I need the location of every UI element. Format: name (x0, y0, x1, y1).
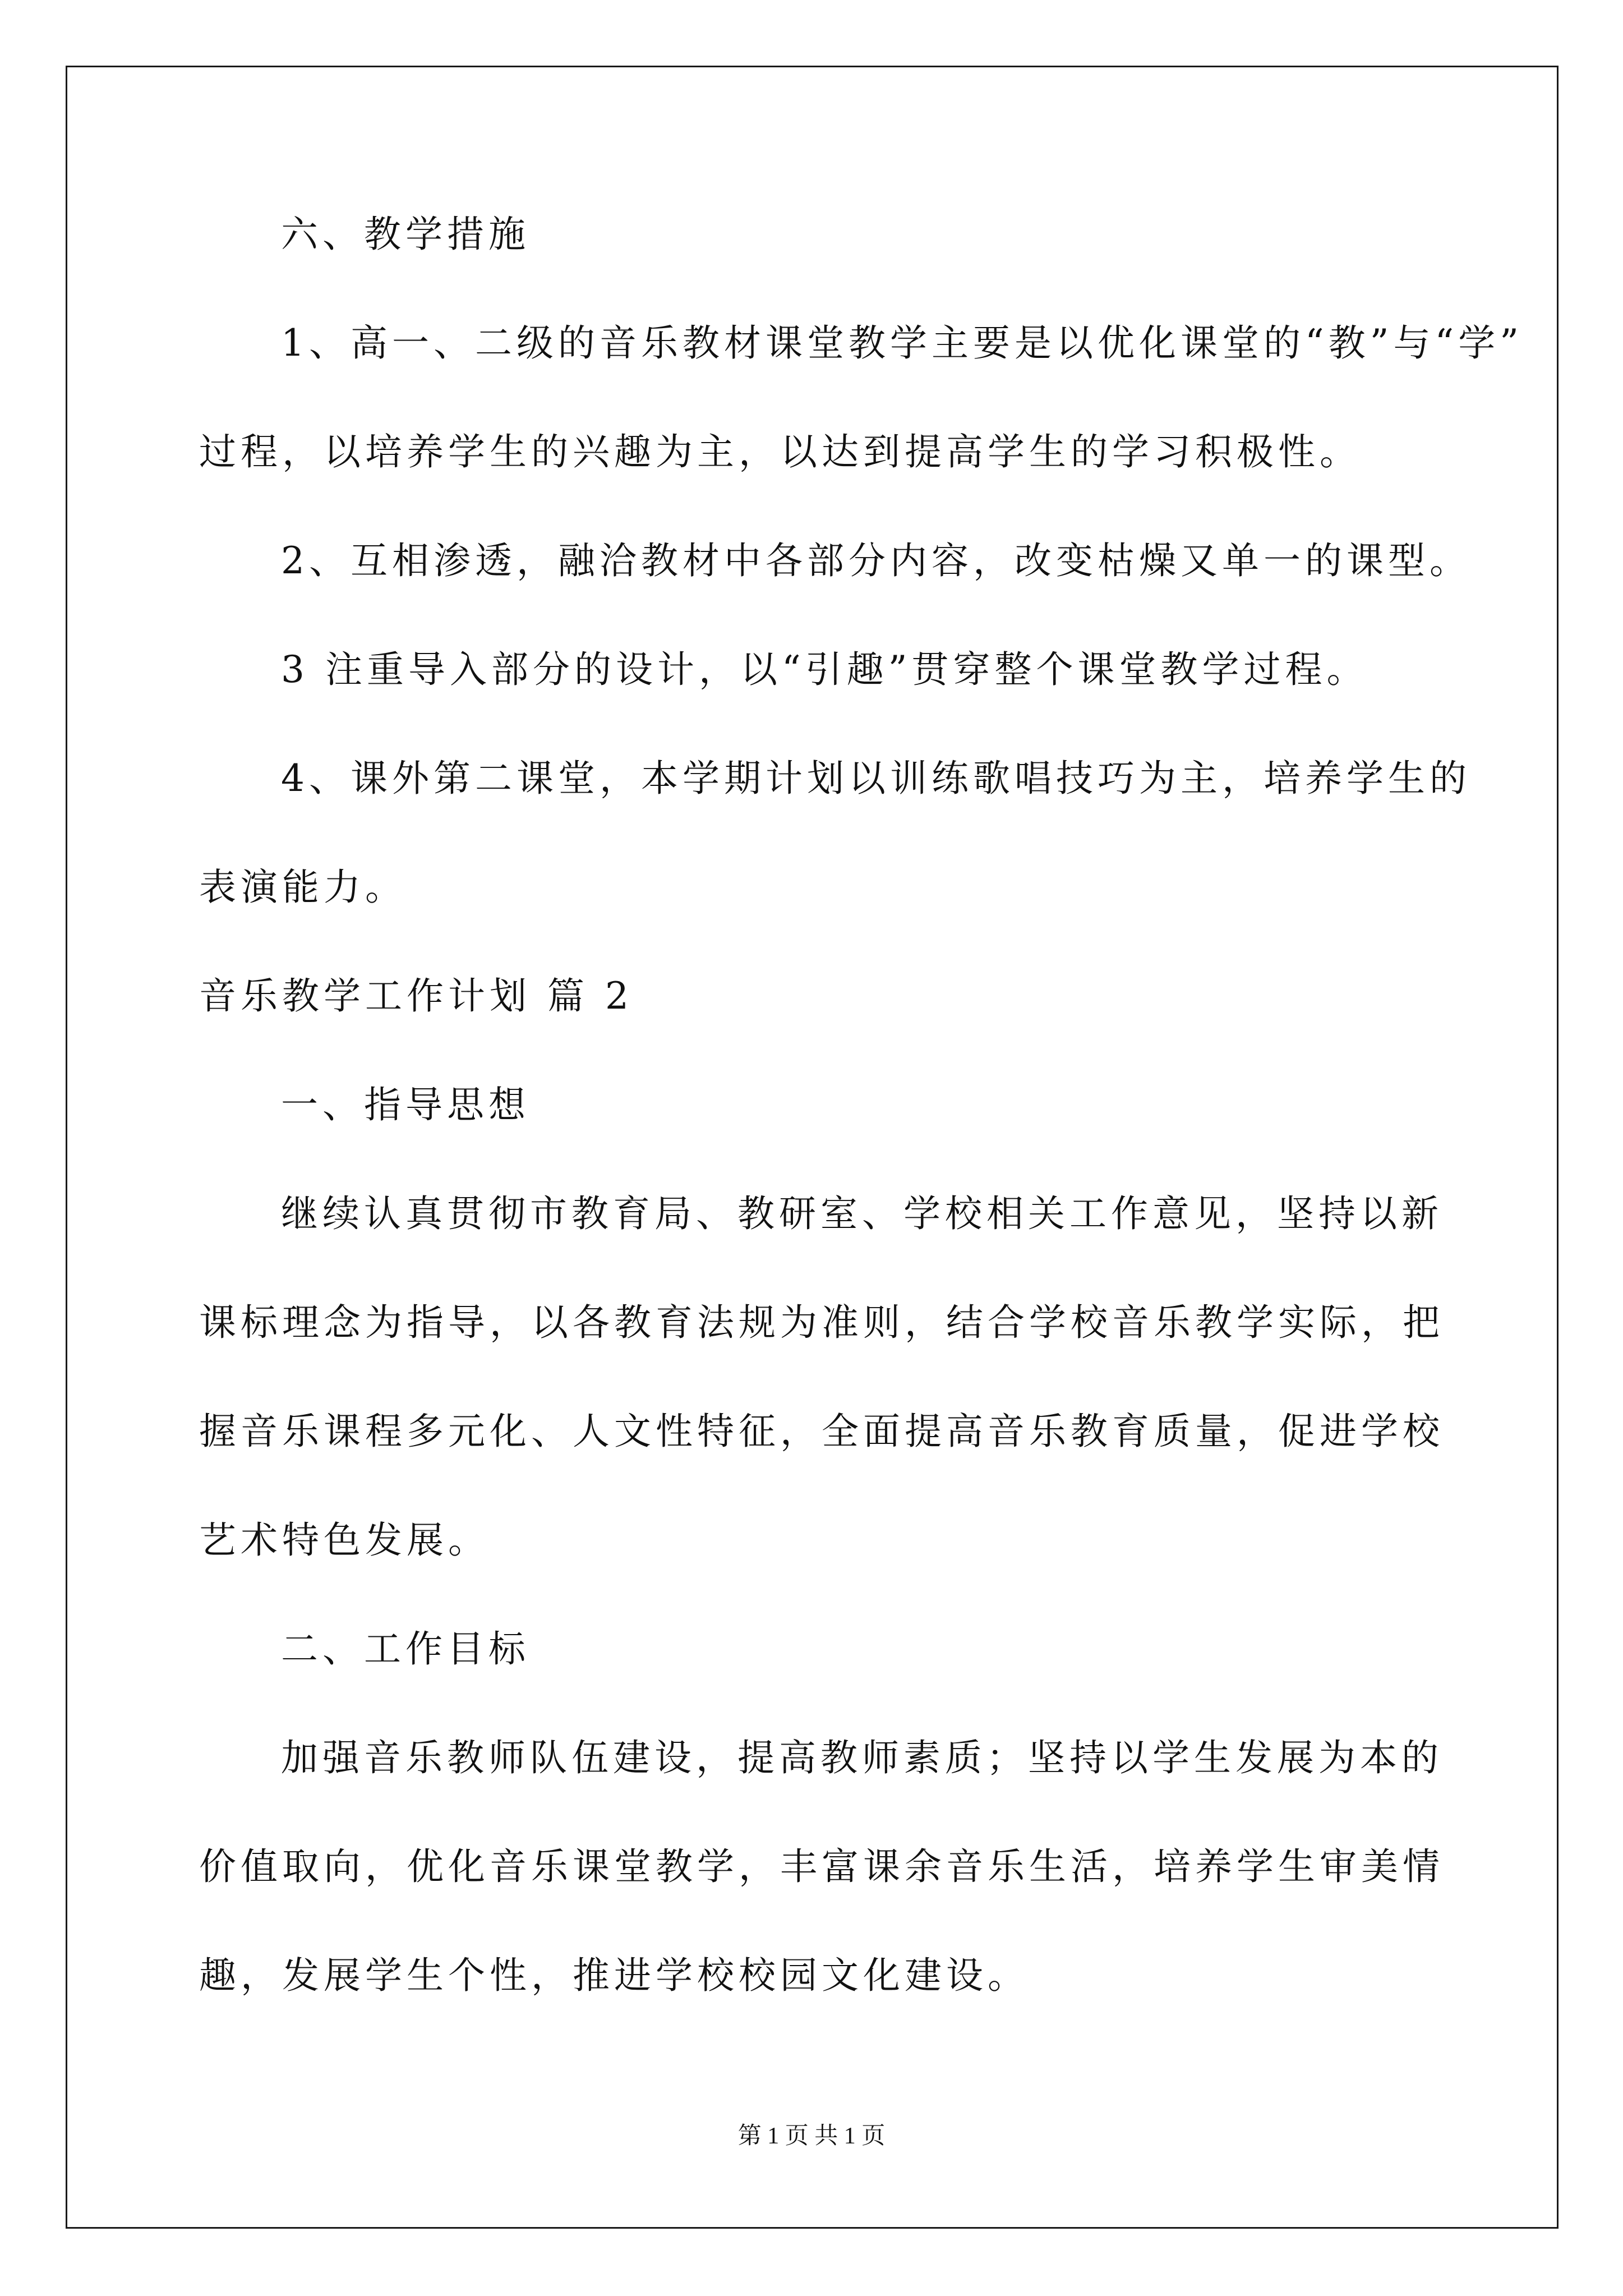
paragraph (199, 316, 1523, 479)
paragraph (199, 643, 1438, 697)
paragraph-line: 加强音乐教师队伍建设，提高教师素质；坚持以学生发展为本的 (281, 1736, 1443, 1779)
section-heading (199, 1078, 1438, 1132)
paragraph-line: 课标理念为指导，以各教育法规为准则，结合学校音乐教学实际，把 (199, 1301, 1444, 1344)
paragraph-line: 艺术特色发展。 (199, 1519, 490, 1562)
paragraph-line: 趣，发展学生个性，推进学校校园文化建设。 (199, 1954, 1029, 1997)
paragraph-line: 握音乐课程多元化、人文性特征，全面提高音乐教育质量，促进学校 (199, 1410, 1444, 1453)
section-1-heading: 一、指导思想 (281, 1083, 530, 1126)
paragraph-line: 1、高一、二级的音乐教材课堂教学主要是以优化课堂的“教”与“学” (281, 321, 1523, 365)
paragraph-line: 表演能力。 (199, 866, 407, 909)
section-6-heading: 六、教学措施 (281, 213, 530, 256)
page-number-label: 第 1 页 共 1 页 (737, 2123, 886, 2149)
section-heading (199, 208, 1438, 261)
paragraph-line: 继续认真贯彻市教育局、教研室、学校相关工作意见，坚持以新 (281, 1192, 1443, 1235)
paragraph-line: 3 注重导入部分的设计，以“引趣”贯穿整个课堂教学过程。 (281, 648, 1368, 691)
paragraph (199, 1187, 1444, 1567)
article-title: 音乐教学工作计划 篇 2 (199, 974, 633, 1018)
paragraph-line: 过程，以培养学生的兴趣为主，以达到提高学生的学习积极性。 (199, 430, 1361, 473)
paragraph-line: 价值取向，优化音乐课堂教学，丰富课余音乐生活，培养学生审美情 (199, 1845, 1444, 1888)
paragraph (199, 1731, 1444, 2003)
paragraph-line: 4、课外第二课堂，本学期计划以训练歌唱技巧为主，培养学生的 (281, 757, 1471, 800)
page-footer (0, 2120, 1623, 2152)
section-2-heading: 二、工作目标 (281, 1627, 530, 1671)
paragraph (199, 752, 1471, 914)
paragraph-line: 2、互相渗透，融洽教材中各部分内容，改变枯燥又单一的课型。 (281, 539, 1471, 582)
paragraph (199, 534, 1471, 588)
section-heading (199, 1622, 1438, 1676)
document-body (199, 208, 1523, 2003)
